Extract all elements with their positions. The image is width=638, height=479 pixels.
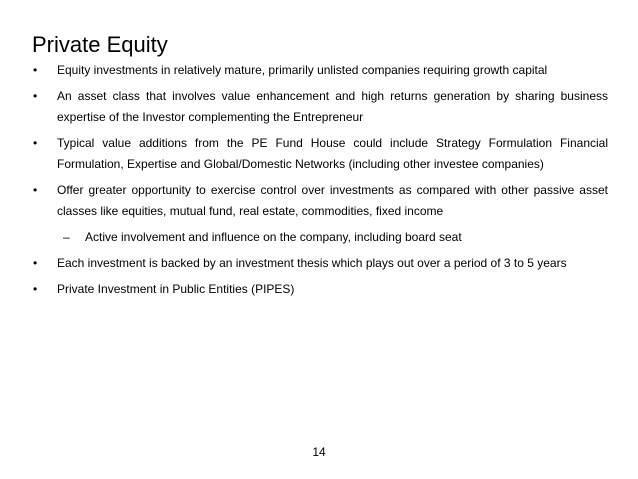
bullet-marker: • bbox=[33, 63, 38, 77]
list-item bbox=[0, 60, 638, 81]
bullet-marker: • bbox=[33, 282, 38, 296]
list-item bbox=[0, 133, 638, 175]
list-item bbox=[0, 86, 638, 128]
dash-marker: – bbox=[63, 230, 70, 244]
bullet-text: Typical value additions from the PE Fund House could include Strategy Formulation Financial Formulation, Expertise and Global/Domestic Networks (including other investee companies) bbox=[57, 136, 608, 171]
bullet-list bbox=[0, 60, 638, 305]
list-item bbox=[0, 279, 638, 300]
bullet-text: An asset class that involves value enhancement and high returns generation by sharing business expertise of the Investor complementing the Entrepreneur bbox=[57, 89, 608, 124]
bullet-marker: • bbox=[33, 256, 38, 270]
bullet-text: Offer greater opportunity to exercise control over investments as compared with other passive asset classes like equities, mutual fund, real estate, commodities, fixed income bbox=[57, 183, 608, 218]
list-item bbox=[0, 253, 638, 274]
sub-list-item bbox=[0, 227, 638, 248]
list-item bbox=[0, 180, 638, 222]
bullet-text: Private Investment in Public Entities (PIPES) bbox=[57, 282, 295, 296]
slide-title: Private Equity bbox=[32, 31, 168, 57]
bullet-text: Equity investments in relatively mature, primarily unlisted companies requiring growth capital bbox=[57, 63, 548, 77]
bullet-marker: • bbox=[33, 183, 38, 197]
sub-bullet-text: Active involvement and influence on the company, including board seat bbox=[85, 230, 462, 244]
bullet-marker: • bbox=[33, 136, 38, 150]
bullet-marker: • bbox=[33, 89, 38, 103]
bullet-text: Each investment is backed by an investment thesis which plays out over a period of 3 to 5 years bbox=[57, 256, 567, 270]
page-number: 14 bbox=[312, 445, 326, 459]
